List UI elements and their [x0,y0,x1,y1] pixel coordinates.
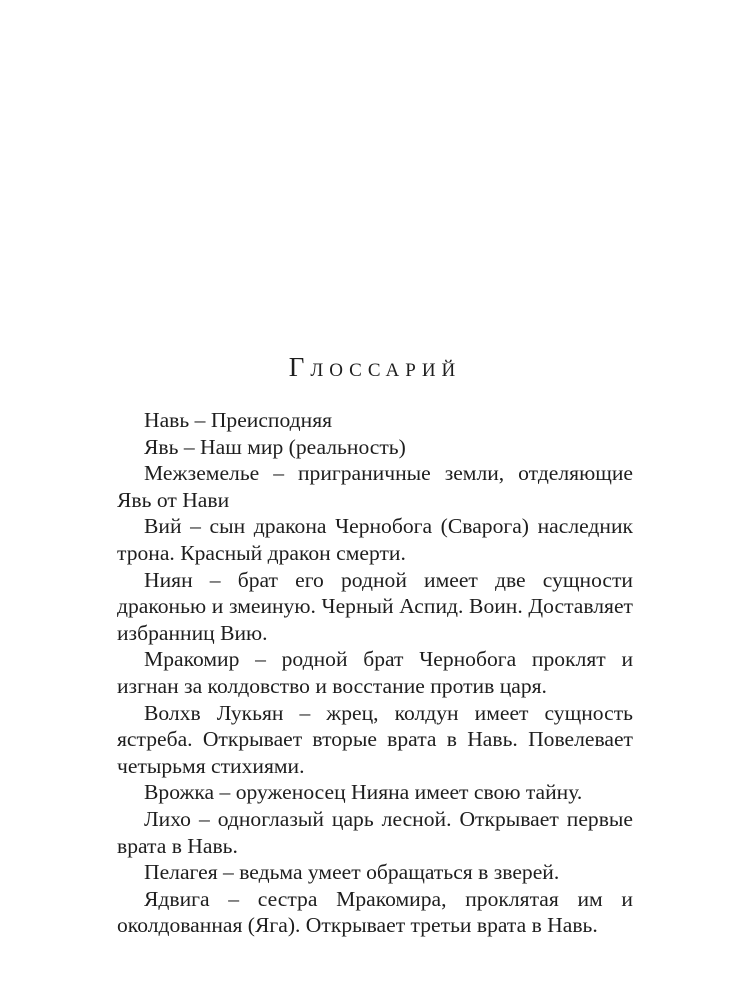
glossary-entry-likho: Лихо – одноглазый царь лесной. Открывает первые врата в Навь. [117,806,633,858]
glossary-entry-yav: Явь – Наш мир (реальность) [144,434,406,459]
glossary-entry-mrakomir: Мракомир – родной брат Чернобога проклят и изгнан за колдовство и восстание против царя. [117,647,633,698]
glossary-entry-viy: Вий – сын дракона Чернобога (Сварога) наследник трона. Красный дракон смерти. [117,514,633,565]
glossary-entry-yadviga: Ядвига – сестра Мракомира, проклятая им и околдованная (Яга). Открывает третьи врата в Навь. [117,886,633,938]
glossary-entry-lukyan: Волхв Лукьян – жрец, колдун имеет сущность ястреба. Открывает вторые врата в Навь. Повелевает четырьмя стихиями. [117,700,633,778]
glossary-entry-mezhzemelye: Межземелье – приграничные земли, отделяющие Явь от Нави [117,461,633,512]
glossary-entry-vrozhka: Врожка – оруженосец Нияна имеет свою тайну. [144,780,583,805]
glossary-entry-niyan: Ниян – брат его родной имеет две сущности драконью и змеиную. Черный Аспид. Воин. Доставляет избранниц Вию. [117,567,633,645]
glossary-entry-pelageya: Пелагея – ведьма умеет обращаться в зверей. [144,860,560,885]
page-title: Глоссарий [288,352,462,382]
glossary-entry-nav: Навь – Преисподняя [144,408,333,432]
glossary-list [117,407,633,939]
